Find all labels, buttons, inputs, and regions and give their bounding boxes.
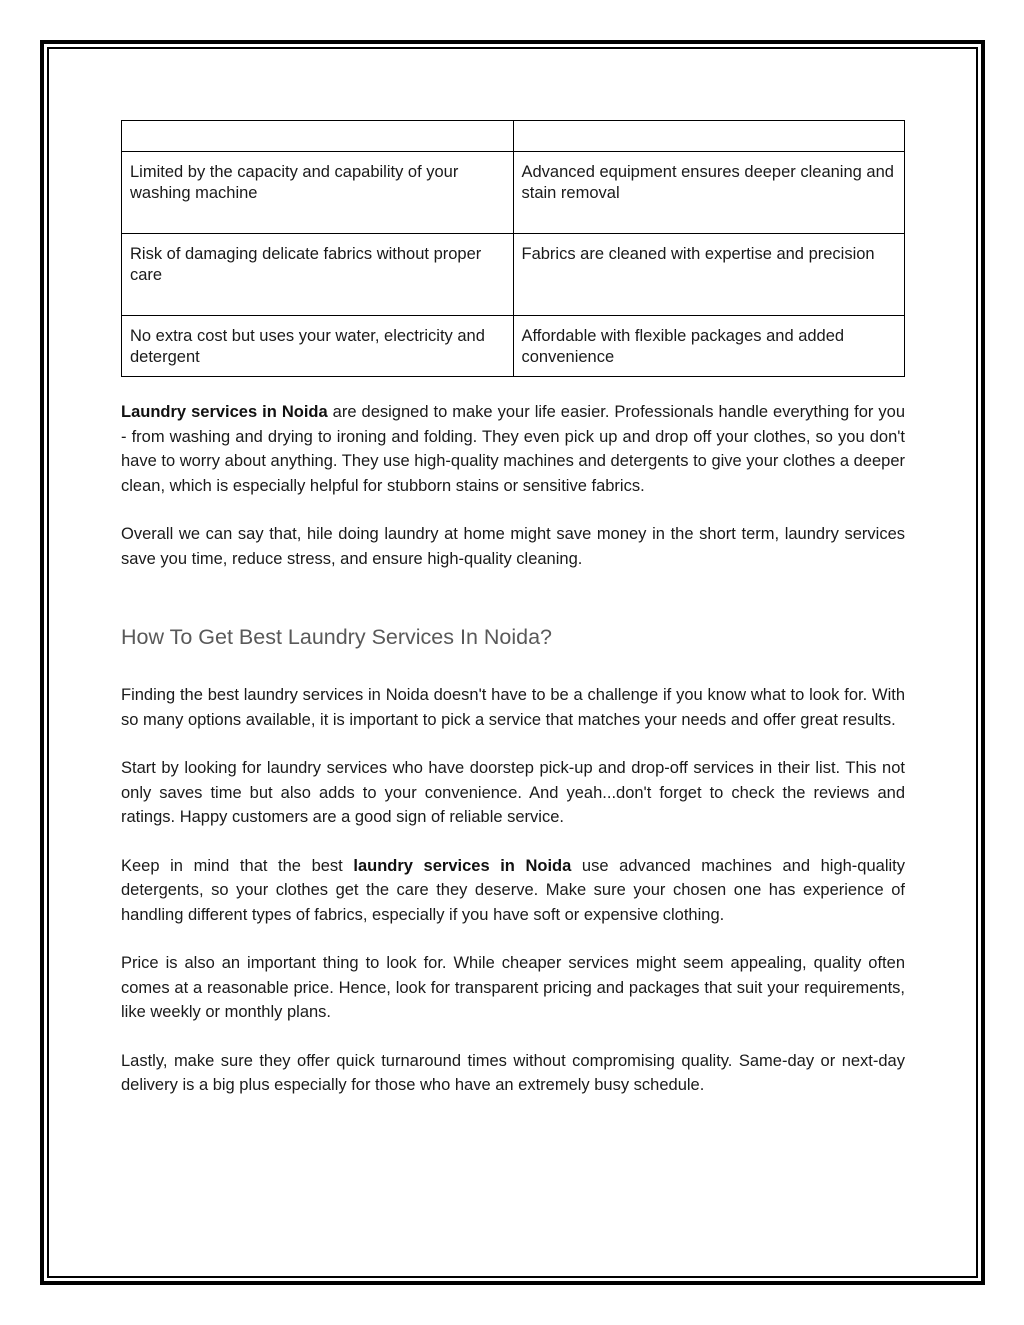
summary-paragraph: Overall we can say that, hile doing laundry at home might save money in the short term, laundry services save you time, reduce stress, and ensure high-quality cleaning.	[121, 525, 905, 568]
paragraph-turnaround: Lastly, make sure they offer quick turnaround times without compromising quality. Same-day or next-day delivery is a big plus especially for those who have an extremely busy schedule.	[121, 1051, 905, 1094]
paragraph-finding: Finding the best laundry services in Noida doesn't have to be a challenge if you know what to look for. With so many options available, it is important to pick a service that matches your needs and offer great results.	[121, 686, 905, 729]
paragraph-text: Keep in mind that the best	[121, 856, 354, 875]
intro-paragraph	[121, 400, 905, 498]
paragraph-text: are designed to make your life easier. Professionals handle everything for you - from washing and drying to ironing and folding. They even pick up and drop off your clothes, so you don't have to worry about anything. They use high-quality machines and detergents to give your clothes a deeper clean, which is especially helpful for stubborn stains or sensitive fabrics.	[121, 403, 906, 495]
section-heading: How To Get Best Laundry Services In Noida?	[121, 625, 553, 649]
table-row	[122, 152, 905, 234]
paragraph-quality	[121, 854, 905, 928]
table-row	[122, 234, 905, 316]
table-header-cell	[122, 121, 514, 152]
bold-keyword: laundry services in Noida	[353, 856, 572, 875]
comparison-table	[121, 120, 905, 377]
table-cell: Affordable with flexible packages and added convenience	[513, 316, 905, 377]
paragraph-price: Price is also an important thing to look for. While cheaper services might seem appealing, quality often comes at a reasonable price. Hence, look for transparent pricing and packages that suit your requirements, like weekly or monthly plans.	[121, 954, 905, 1021]
bold-keyword: Laundry services in Noida	[121, 403, 328, 421]
table-cell: Limited by the capacity and capability of your washing machine	[122, 152, 514, 234]
table-row	[122, 316, 905, 377]
table-cell: No extra cost but uses your water, electricity and detergent	[122, 316, 514, 377]
paragraph-doorstep: Start by looking for laundry services who have doorstep pick-up and drop-off services in their list. This not only saves time but also adds to your convenience. And yeah...don't forget to check the reviews and ratings. Happy customers are a good sign of reliable service.	[121, 759, 905, 826]
table-header-cell	[513, 121, 905, 152]
paragraph-text: use advanced machines and high-quality detergents, so your clothes get the care they deserve. Make sure your chosen one has experience of handling different types of fabrics, especially if you have soft or expensive clothing.	[121, 856, 905, 924]
table-cell: Fabrics are cleaned with expertise and precision	[513, 234, 905, 316]
table-cell: Advanced equipment ensures deeper cleaning and stain removal	[513, 152, 905, 234]
page-content	[121, 120, 905, 1098]
table-cell: Risk of damaging delicate fabrics without proper care	[122, 234, 514, 316]
table-header-row	[122, 121, 905, 152]
